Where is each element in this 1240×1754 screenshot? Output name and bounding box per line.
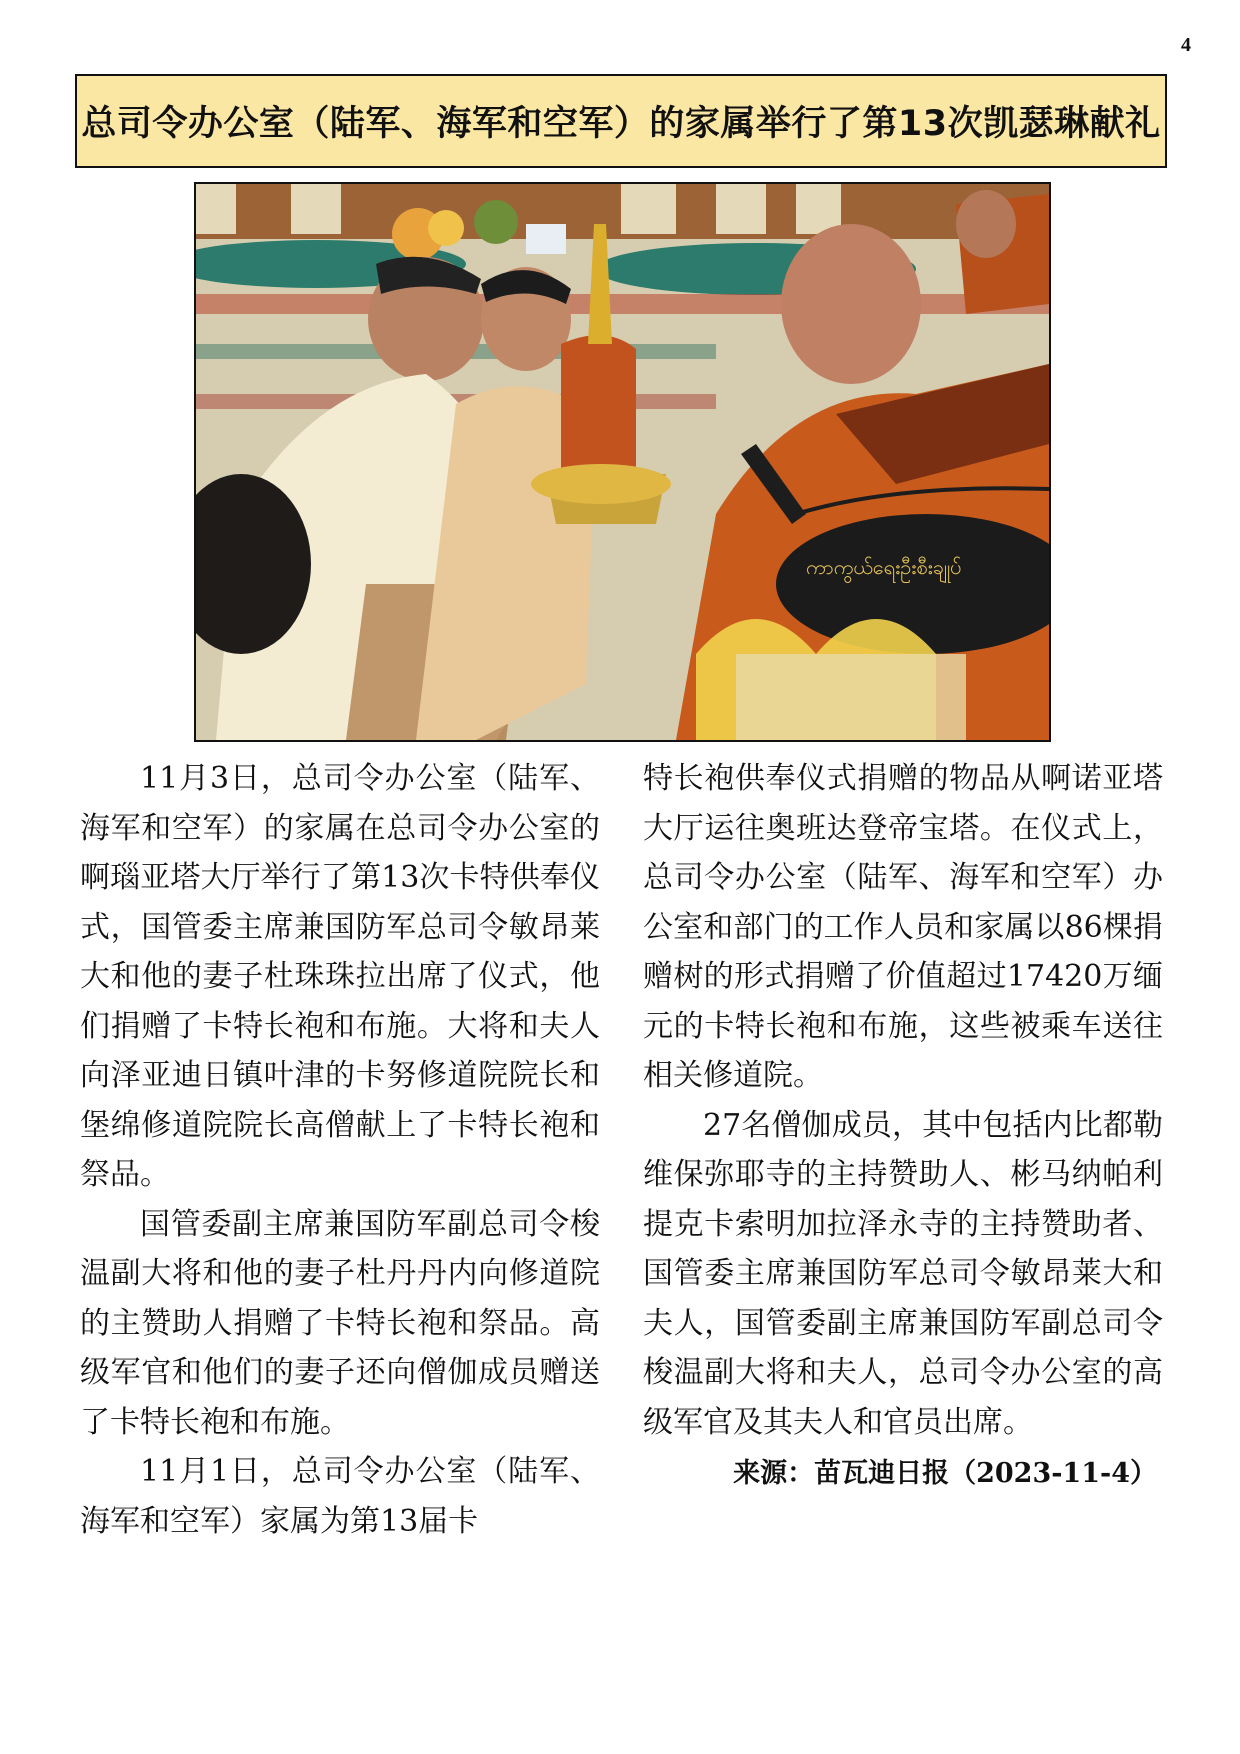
article-paragraph: 27名僧伽成员，其中包括内比都勒维保弥耶寺的主持赞助人、彬马纳帕利提克卡索明加拉泽永寺的主持赞助者、国管委主席兼国防军总司令敏昂莱大和夫人，国管委副主席兼国防军副总司令梭温副大将和夫人，总司令办公室的高级军官及其夫人和官员出席。 xyxy=(643,1107,1163,1440)
article-column-right xyxy=(643,754,1163,1499)
embroidered-text: ကာကွယ်ရေးဦးစီးချုပ် xyxy=(806,555,962,579)
page-number: 4 xyxy=(1181,34,1191,56)
title-banner xyxy=(75,74,1167,168)
article-paragraph: 11月1日，总司令办公室（陆军、海军和空军）家属为第13届卡 xyxy=(80,1454,600,1539)
article-paragraph: 特长袍供奉仪式捐赠的物品从啊诺亚塔大厅运往奥班达登帝宝塔。在仪式上，总司令办公室（陆军、海军和空军）办公室和部门的工作人员和家属以86棵捐赠树的形式捐赠了价值超过17420万缅元的卡特长袍和布施，这些被乘车送往相关修道院。 xyxy=(643,761,1163,1093)
source-citation: 来源：苗瓦迪日报（2023-11-4） xyxy=(733,1458,1157,1489)
page-title: 总司令办公室（陆军、海军和空军）的家属举行了第13次凯瑟琳献礼 xyxy=(81,104,1161,144)
article-paragraph: 国管委副主席兼国防军副总司令梭温副大将和他的妻子杜丹丹内向修道院的主赞助人捐赠了卡特长袍和祭品。高级军官和他们的妻子还向僧伽成员赠送了卡特长袍和布施。 xyxy=(80,1206,600,1440)
article-column-left xyxy=(80,754,600,1546)
photo-icon xyxy=(196,184,1049,740)
ceremony-photo xyxy=(194,182,1051,742)
article-paragraph: 11月3日，总司令办公室（陆军、海军和空军）的家属在总司令办公室的啊瑙亚塔大厅举行了第13次卡特供奉仪式，国管委主席兼国防军总司令敏昂莱大和他的妻子杜珠珠拉出席了仪式，他们捐赠了卡特长袍和布施。大将和夫人向泽亚迪日镇叶津的卡努修道院院长和堡绵修道院院长高僧献上了卡特长袍和祭品。 xyxy=(80,761,600,1192)
